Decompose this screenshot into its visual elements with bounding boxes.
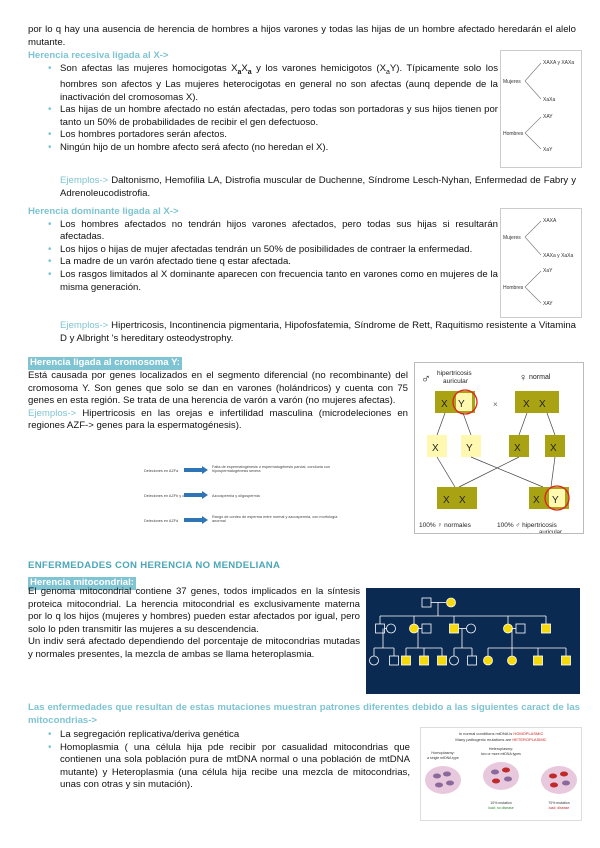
figure-homoplasmy bbox=[420, 727, 582, 821]
mito-footer: 70% mutation bbox=[548, 801, 570, 805]
label-bottom-right: 100% ♂ hipertricosis bbox=[497, 522, 557, 529]
fig-genotype: XaY bbox=[543, 268, 553, 274]
mito-footer: load: no disease bbox=[488, 806, 514, 810]
svg-text:Y: Y bbox=[552, 495, 559, 506]
mito-caption: two or more mtDNA types bbox=[481, 752, 521, 756]
list-item: • Son afectas las mujeres homocigotas $X_aX_a$ y los varones hemicigotos $(X_aY)$. Típicamente solo los hombres son afectos y Las mujeres heterocigotas en general no son afectas (aunq depende de la inactivación del cromosomas X). bbox=[28, 63, 498, 105]
fig-label-mujeres: Mujeres bbox=[503, 235, 521, 241]
examples-cromosoma-y bbox=[28, 408, 408, 433]
mito-text bbox=[28, 586, 360, 662]
label-normal: normal bbox=[529, 374, 551, 381]
list-item: • Las hijas de un hombre afectado no están afectadas, pero todas son portadoras y sus hijos tienen por tanto un 50% de probabilidades de recibir el gen defectuoso. bbox=[28, 104, 498, 129]
list-item: • Ningún hijo de un hombre afecto será afecto (no heredan el X). bbox=[28, 142, 498, 155]
examples-text: Daltonismo, Hemofilia LA, Distrofia muscular de Duchenne, Síndrome Lesch-Nyhan, Enfermedad de Fabry y Adrenoleucodistrofia. bbox=[60, 175, 576, 199]
examples-text: Hipertricosis, Incontinencia pigmentaria, Hipofosfatemia, Síndrome de Rett, Raquitismo resistente a Vitamina D y Albright 's hereditary osteodystrophy. bbox=[60, 320, 576, 344]
cell-icon bbox=[483, 762, 519, 790]
mito-caption: a single mtDNA type bbox=[427, 756, 459, 760]
label-auricular: auricular bbox=[539, 530, 563, 533]
paragraph: Está causada por genes localizados en el segmento diferencial (no recombinante) del cromosoma Y. Son genes que solo se dan en varones (holándricos) y cuenta con 75 genes en esta región. Se trata de una herencia de varón a varón (no mujeres afectas). bbox=[28, 370, 408, 407]
svg-text:X: X bbox=[514, 443, 521, 454]
fig-genotype: XaY bbox=[543, 147, 553, 153]
section-title-mitocondrial: Herencia mitocondrial: bbox=[30, 577, 134, 588]
section-dominante bbox=[28, 206, 498, 294]
azf-row bbox=[144, 491, 261, 499]
svg-text:×: × bbox=[493, 400, 498, 409]
cell-icon bbox=[425, 766, 461, 794]
section-title-no-mendeliana: ENFERMEDADES CON HERENCIA NO MENDELIANA bbox=[28, 560, 281, 571]
examples-label: Ejemplos-> bbox=[60, 175, 109, 186]
examples-label: Ejemplos-> bbox=[28, 407, 77, 419]
azf-row-label: Deleciones en AZFb y c bbox=[144, 494, 185, 498]
svg-text:Y: Y bbox=[458, 399, 465, 410]
fig-genotype: XAY bbox=[543, 301, 553, 307]
list-item: • Los hombres afectados no tendrán hijos varones afectados, pero todas sus hijas si resultarán afectadas. bbox=[28, 219, 498, 244]
list-item: • La segregación replicativa/deriva genética bbox=[28, 729, 410, 742]
label-hipertricosis: hipertricosis bbox=[437, 370, 472, 377]
azf-row-desc: Azoospermia y oligospermia bbox=[212, 494, 260, 498]
mito-line2: Many pathogenic mutations are HETEROPLASMIC bbox=[455, 737, 547, 742]
section-cromosoma-y bbox=[28, 352, 408, 433]
fig-genotype: XAXA y XAXa bbox=[543, 60, 575, 66]
svg-text:X: X bbox=[443, 495, 450, 506]
mito-caption: Homoplasmy: bbox=[431, 751, 455, 755]
azf-row-desc: Falta de espermatogénesis o espermatogénesis parcial, conducta con hipospermatogénesis severa bbox=[212, 465, 330, 474]
azf-row-desc: Rango de conteo de esperma entre normal y azoospermia, con morfología anormal bbox=[212, 515, 338, 524]
svg-text:Y: Y bbox=[466, 443, 473, 454]
svg-text:X: X bbox=[432, 443, 439, 454]
list-patrones bbox=[28, 729, 410, 792]
label-auricular: auricular bbox=[443, 378, 468, 385]
mito-caption: Heteroplasmy: bbox=[488, 747, 514, 751]
arrow-icon bbox=[184, 466, 208, 474]
list-item: • Homoplasmia ( una célula hija pde recibir por casualidad mitocondrias que contienen una sola población pura de mtDNA normal o una población de mtDNA mutante) y Heteroplasmia (una célula hija recibe una mezcla de mitocondrias, unas con otras y sin mutación). bbox=[28, 742, 410, 792]
azf-row bbox=[144, 465, 344, 479]
figure-hipertricosis bbox=[414, 362, 584, 534]
section-title-cromosoma-y: Herencia ligada al cromosoma Y: bbox=[30, 357, 181, 368]
section-recesiva bbox=[28, 50, 498, 155]
list-item: • La madre de un varón afectado tiene q estar afectada. bbox=[28, 256, 498, 269]
examples-recesiva bbox=[28, 175, 576, 200]
mito-line1: In normal conditions mtDNA is HOMOPLASMIC bbox=[458, 731, 544, 736]
figure-azf-table bbox=[140, 460, 346, 534]
svg-text:X: X bbox=[539, 399, 546, 410]
list-item: • Los hombres portadores serán afectos. bbox=[28, 129, 498, 142]
fig-label-mujeres: Mujeres bbox=[503, 79, 521, 85]
mito-footer: 10% mutation bbox=[490, 801, 512, 805]
azf-row-label: Deleciones en AZFa bbox=[144, 469, 179, 473]
svg-text:X: X bbox=[523, 399, 530, 410]
examples-text: Hipertricosis en las orejas e infertilidad masculina (microdeleciones en regiones AZF-> genes para la espermatogénesis). bbox=[28, 407, 408, 432]
azf-row-label: Deleciones en AZFd bbox=[144, 519, 179, 523]
svg-text:X: X bbox=[550, 443, 557, 454]
figure-pedigree bbox=[366, 588, 580, 694]
examples-dominante bbox=[28, 320, 576, 345]
svg-text:X: X bbox=[441, 399, 448, 410]
azf-row bbox=[144, 515, 344, 529]
label-bottom-left: 100% ♀ normales bbox=[419, 522, 471, 529]
mito-footer: load: disease bbox=[548, 806, 570, 810]
figure-dominante bbox=[500, 208, 582, 318]
list-item: • Los hijos o hijas de mujer afectadas tendrán un 50% de posibilidades de contraer la enfermedad. bbox=[28, 244, 498, 257]
list-item: • Los rasgos limitados al X dominante aparecen con frecuencia tanto en varones como en mujeres de la misma generación. bbox=[28, 269, 498, 294]
fig-genotype: XAY bbox=[543, 114, 553, 120]
svg-text:X: X bbox=[459, 495, 466, 506]
section-title-recesiva: Herencia recesiva ligada al X-> bbox=[28, 50, 169, 61]
section-title-dominante: Herencia dominante ligada al X-> bbox=[28, 206, 179, 217]
intro-paragraph: por lo q hay una ausencia de herencia de hombres a hijos varones y todas las hijas de un hombre afectado heredarán el alelo mutante. bbox=[28, 24, 576, 48]
fig-genotype: XaXa bbox=[543, 97, 556, 103]
examples-label: Ejemplos-> bbox=[60, 320, 109, 331]
arrow-icon bbox=[184, 491, 208, 499]
paragraph: El genoma mitocondrial contiene 37 genes, todos implicados en la síntesis proteica mitocondrial. La herencia mitocondrial es exclusivamente materna por lo q los hijos (mujeres y hombres) pueden estar afectados por igual, pero solo lo pden transmitir las mujeres a su descendencia. bbox=[28, 586, 360, 635]
section-title-patrones: Las enfermedades que resultan de estas mutaciones muestran patrones diferentes debido a las siguientes caract de las mitocondrias-> bbox=[28, 702, 580, 726]
fig-genotype: XAXA bbox=[543, 218, 557, 224]
arrow-icon bbox=[184, 516, 208, 524]
female-symbol-icon: ♀ bbox=[519, 372, 528, 384]
male-symbol-icon: ♂ bbox=[421, 371, 431, 386]
figure-recesiva bbox=[500, 50, 582, 168]
svg-text:X: X bbox=[533, 495, 540, 506]
paragraph: Un indiv será afectado dependiendo del porcentaje de mitocondrias mutadas y normales presentes, la mezcla de ambas se llama heteroplasmia. bbox=[28, 636, 360, 660]
fig-genotype: XAXa y XaXa bbox=[543, 253, 574, 259]
fig-label-hombres: Hombres bbox=[503, 131, 524, 137]
fig-label-hombres: Hombres bbox=[503, 285, 524, 291]
cell-icon bbox=[541, 766, 577, 794]
